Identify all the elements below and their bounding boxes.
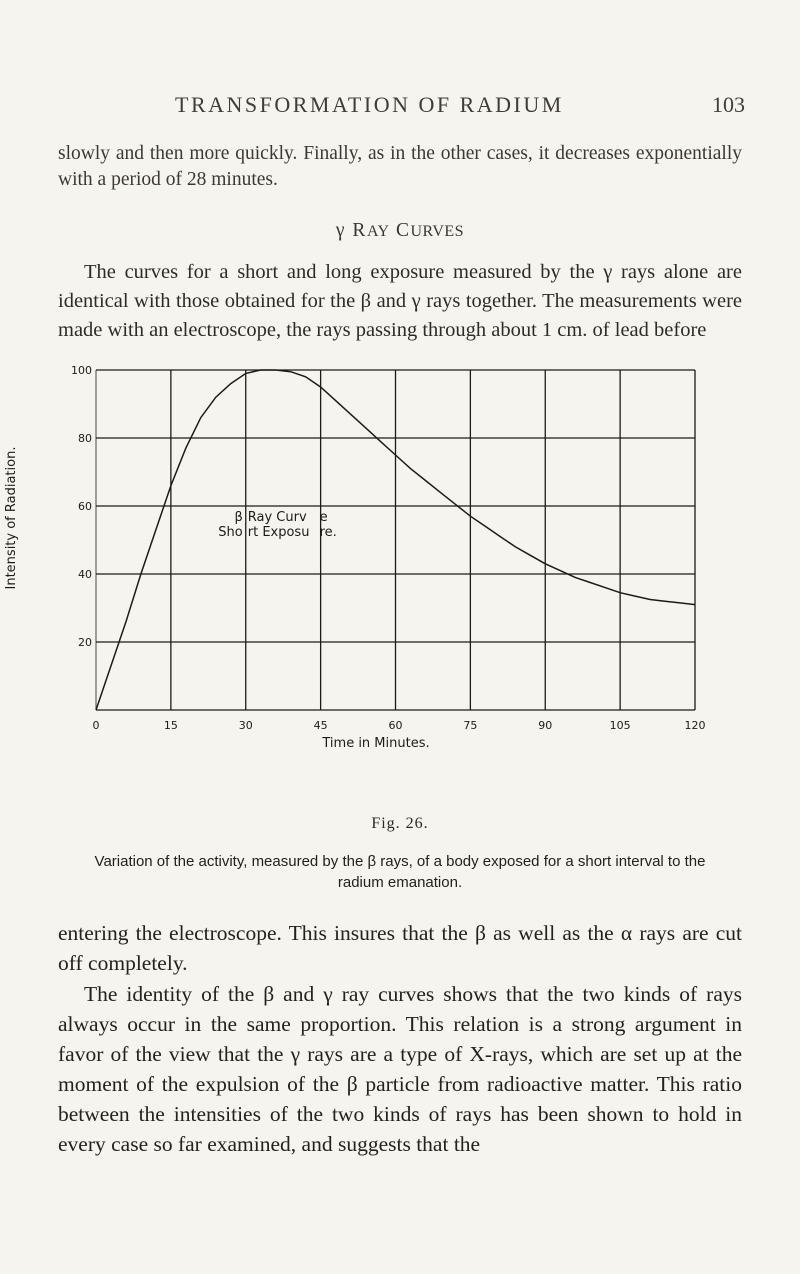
figure-label: Fig. 26. <box>371 815 429 832</box>
x-tick-label: 90 <box>538 719 553 732</box>
x-axis-label: Time in Minutes. <box>322 736 430 751</box>
paragraph-gamma-curves: The curves for a short and long exposure measured by the γ rays alone are identical with those obtained for the β and γ rays together. The measurements were made with an electroscope, the rays passing through about 1 cm. of lead before <box>58 261 742 341</box>
y-tick-label: 100 <box>71 364 92 377</box>
annotation-text: β <box>234 510 243 525</box>
x-tick-label: 30 <box>238 719 253 732</box>
y-axis-label: Intensity of Radiation. <box>4 446 19 590</box>
chart-ticks <box>71 364 706 732</box>
x-tick-label: 60 <box>388 719 403 732</box>
annotation-text: Sho <box>218 525 243 540</box>
section-ay: AY <box>366 223 390 240</box>
x-tick-label: 120 <box>684 719 706 732</box>
section-urves: URVES <box>410 223 465 240</box>
x-tick-label: 75 <box>463 719 478 732</box>
section-c: C <box>395 220 411 241</box>
x-tick-label: 45 <box>313 719 328 732</box>
running-title: TRANSFORMATION OF RADIUM <box>175 92 564 117</box>
x-tick-label: 0 <box>92 719 100 732</box>
chart-annotation <box>218 510 337 540</box>
running-header <box>0 92 800 122</box>
y-tick-label: 60 <box>78 500 92 513</box>
paragraph-intro: slowly and then more quickly. Finally, as in the other cases, it decreases exponentially with a period of 28 minutes. <box>58 143 742 190</box>
paragraph-identity: The identity of the β and γ ray curves shows that the two kinds of rays always occur in the same proportion. This relation is a strong argument in favor of the view that the γ rays are a type of X-rays, which are set up at the moment of the expulsion of the β particle from radioactive matter. This ratio between the intensities of the two kinds of rays has been shown to hold in every case so far examined, and suggests that the <box>58 982 742 1156</box>
section-heading <box>0 220 800 242</box>
y-tick-label: 20 <box>78 636 92 649</box>
chart-grid <box>96 370 695 710</box>
paragraph-electroscope: entering the electroscope. This insures that the β as well as the α rays are cut off completely. <box>58 921 742 975</box>
activity-chart <box>0 360 800 780</box>
y-tick-label: 80 <box>78 432 92 445</box>
x-tick-label: 105 <box>609 719 631 732</box>
annotation-text: Ray Curv <box>247 510 307 525</box>
annotation-text: e <box>319 510 328 525</box>
x-tick-label: 15 <box>163 719 178 732</box>
page-number: 103 <box>712 92 745 117</box>
annotation-text: rt Exposu <box>247 525 310 540</box>
annotation-text: re. <box>319 525 337 540</box>
figure-caption: Variation of the activity, measured by the β rays, of a body exposed for a short interval to the radium emanation. <box>94 853 706 891</box>
section-r: R <box>352 220 367 241</box>
y-tick-label: 40 <box>78 568 92 581</box>
section-gamma: γ <box>335 220 347 241</box>
